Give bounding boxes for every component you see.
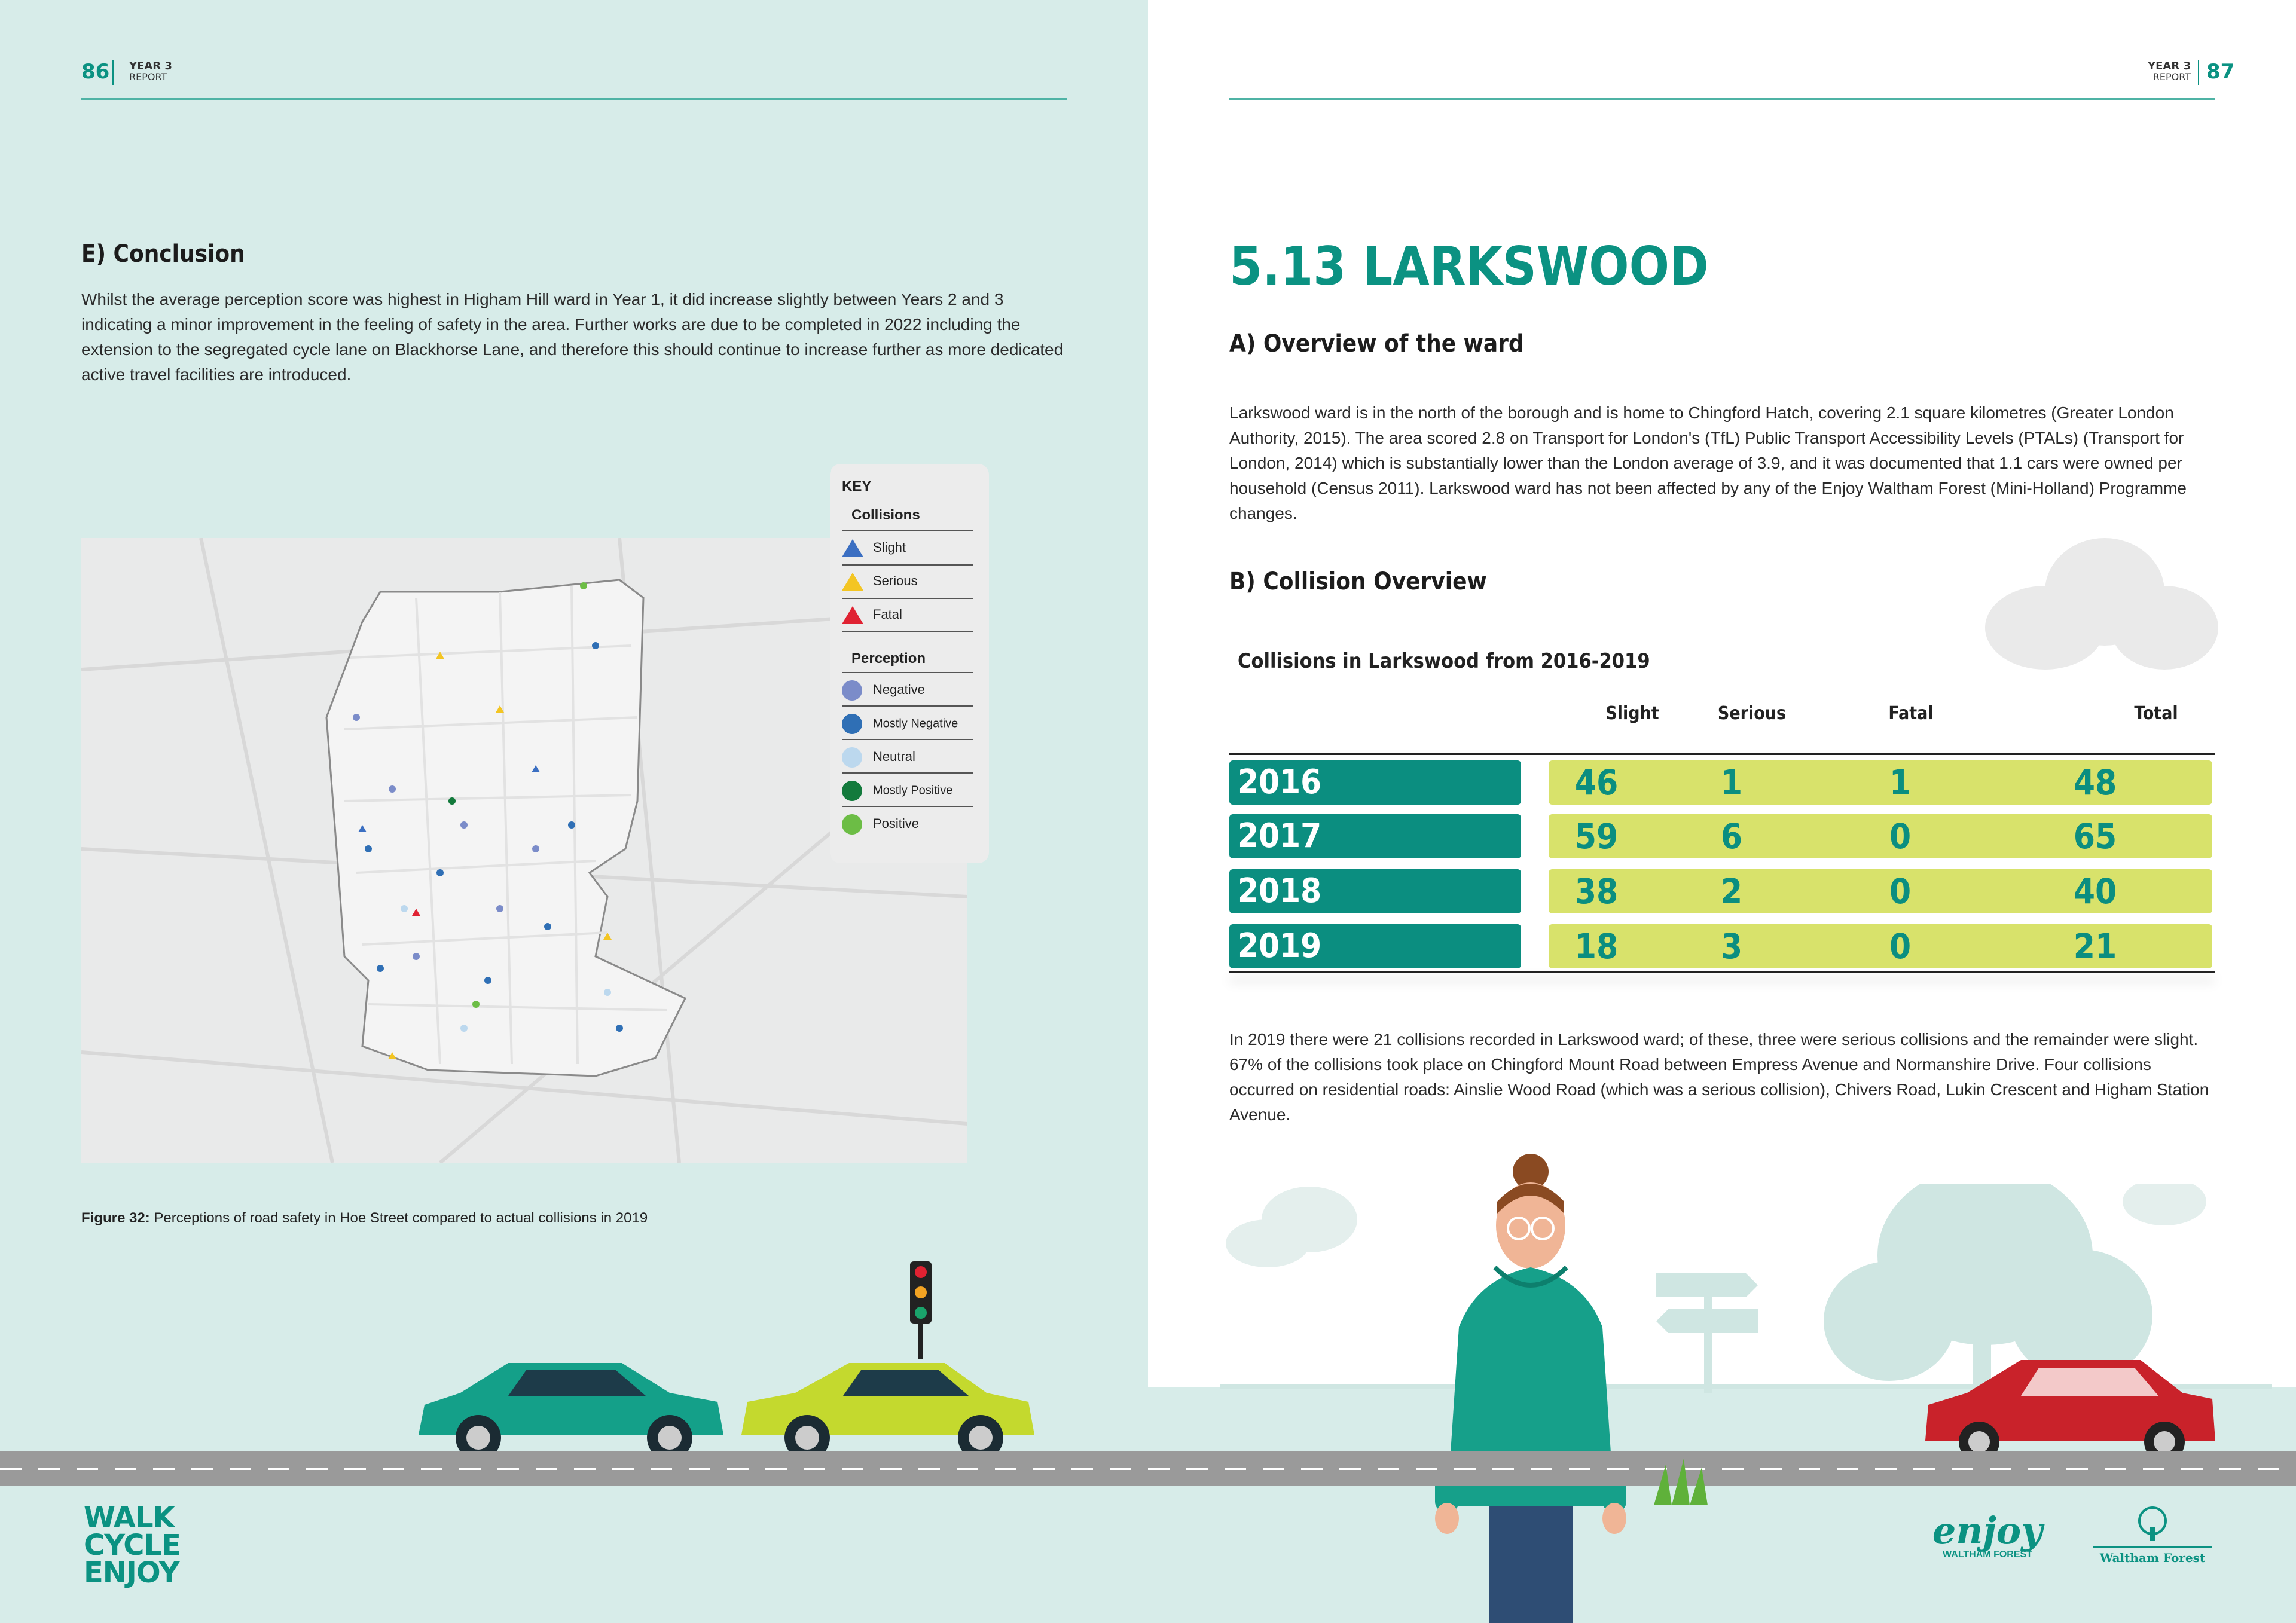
header-divider (2198, 60, 2199, 85)
circle-icon (842, 781, 862, 801)
table-row-year: 2019 (1229, 924, 1521, 968)
table-cell: 1 (1889, 762, 1912, 803)
collision-heading: B) Collision Overview (1229, 568, 1487, 595)
circle-icon (842, 680, 862, 701)
table-cell: 59 (1574, 816, 1619, 857)
key-separator (842, 672, 973, 673)
key-separator (842, 530, 973, 531)
key-item-mostly-positive: Mostly Positive (842, 781, 973, 801)
table-cell: 65 (2073, 816, 2117, 857)
key-item-fatal: Fatal (842, 606, 973, 624)
table-cell: 3 (1720, 926, 1743, 967)
walk-cycle-enjoy-logo: WALK CYCLE ENJOY (84, 1501, 181, 1590)
table-cell: 38 (1574, 871, 1619, 912)
overview-heading: A) Overview of the ward (1229, 330, 1524, 357)
key-collisions-heading: Collisions (851, 507, 920, 523)
table-row-year: 2016 (1229, 760, 1521, 805)
page-number: 86 (81, 60, 110, 84)
table-row-year: 2018 (1229, 869, 1521, 913)
table-cell: 48 (2073, 762, 2117, 803)
grass-icon (1648, 1459, 1720, 1506)
column-header: Serious (1717, 703, 1787, 724)
key-item-mostly-negative: Mostly Negative (842, 714, 973, 734)
triangle-icon (842, 573, 863, 591)
key-separator (842, 739, 973, 740)
table-cell: 0 (1889, 871, 1912, 912)
table-cell: 1 (1720, 762, 1743, 803)
crashed-cars-icon (407, 1345, 1052, 1465)
page-title: 5.13 LARKSWOOD (1229, 236, 1709, 297)
table-cell: 6 (1720, 816, 1743, 857)
road-markings (0, 1468, 2296, 1470)
header-label: YEAR 3 REPORT (129, 60, 172, 82)
tree-icon (2132, 1506, 2173, 1542)
header-divider (112, 60, 114, 85)
collision-text: In 2019 there were 21 collisions recorded in Larkswood ward; of these, three were serious collisions and the remainder were slight. 67% of the collisions took place on Chingford Mount Road between Empress Avenue and Normanshire Drive. Four collisions occurred on residential roads: Ainslie Wood Road (which was a serious collision), Chivers Road, Lukin Crescent and Higham Station Avenue. (1229, 1030, 2209, 1124)
overview-text: Larkswood ward is in the north of the borough and is home to Chingford Hatch, covering 2.1 square kilometres (Greater London Authority, 2015). The area scored 2.8 on Transport for London's (TfL) Public Transport Accessibility Levels (PTALs) (Transport for London, 2014) which is substantially lower than the London average of 3.9, and it was documented that 1.1 cars were owned per household (Census 2011). Larkswood ward has not been affected by any of the Enjoy Waltham Forest (Mini-Holland) Programme changes. (1229, 404, 2187, 522)
table-cell: 0 (1889, 816, 1912, 857)
key-separator (842, 772, 973, 774)
table-rule (1229, 971, 2215, 973)
table-cell: 21 (2073, 926, 2117, 967)
key-item-serious: Serious (842, 573, 973, 591)
key-perception-heading: Perception (851, 650, 926, 667)
key-item-neutral: Neutral (842, 747, 973, 768)
waltham-forest-logo: Waltham Forest (2093, 1506, 2212, 1565)
table-cell: 46 (1574, 762, 1619, 803)
key-separator (842, 564, 973, 566)
key-separator (842, 598, 973, 599)
map-key (830, 464, 989, 863)
table-cell: 2 (1720, 871, 1743, 912)
triangle-icon (842, 539, 863, 557)
key-item-slight: Slight (842, 539, 973, 557)
table-cell: 40 (2073, 871, 2117, 912)
key-item-positive: Positive (842, 814, 973, 835)
section-heading: E) Conclusion (81, 240, 245, 268)
page-number: 87 (2206, 60, 2235, 84)
table-rule (1229, 753, 2215, 755)
column-header: Fatal (1888, 703, 1934, 724)
figure-caption: Figure 32: Perceptions of road safety in Hoe Street compared to actual collisions in 2019 (81, 1210, 648, 1226)
header-rule (1229, 98, 2215, 100)
table-cell: 0 (1889, 926, 1912, 967)
key-separator (842, 806, 973, 807)
table-cell: 18 (1574, 926, 1619, 967)
red-car-icon (1919, 1351, 2218, 1465)
header-label: YEAR 3 REPORT (2148, 60, 2191, 82)
circle-icon (842, 747, 862, 768)
cloud-icon (1985, 538, 2218, 670)
circle-icon (842, 814, 862, 835)
traffic-light-icon (910, 1261, 932, 1324)
header-rule (81, 98, 1067, 100)
key-separator (842, 705, 973, 707)
person-illustration (1423, 1148, 1638, 1623)
column-header: Slight (1605, 703, 1659, 724)
key-separator (842, 631, 973, 632)
table-row-year: 2017 (1229, 814, 1521, 858)
triangle-icon (842, 606, 863, 624)
circle-icon (842, 714, 862, 734)
key-item-negative: Negative (842, 680, 973, 701)
column-header: Total (2134, 703, 2178, 724)
body-text: Whilst the average perception score was highest in Higham Hill ward in Year 1, it did increase slightly between Years 2 and 3 indicating a minor improvement in the feeling of safety in the area. Further works are due to be completed in 2022 including the extension to the segregated cycle lane on Blackhorse Lane, and therefore this should continue to increase further as more dedicated active travel facilities are introduced. (81, 290, 1064, 384)
key-title: KEY (842, 478, 872, 494)
enjoy-waltham-forest-logo: enjoy WALTHAM FOREST (1932, 1509, 2043, 1560)
table-title: Collisions in Larkswood from 2016-2019 (1238, 649, 1650, 673)
